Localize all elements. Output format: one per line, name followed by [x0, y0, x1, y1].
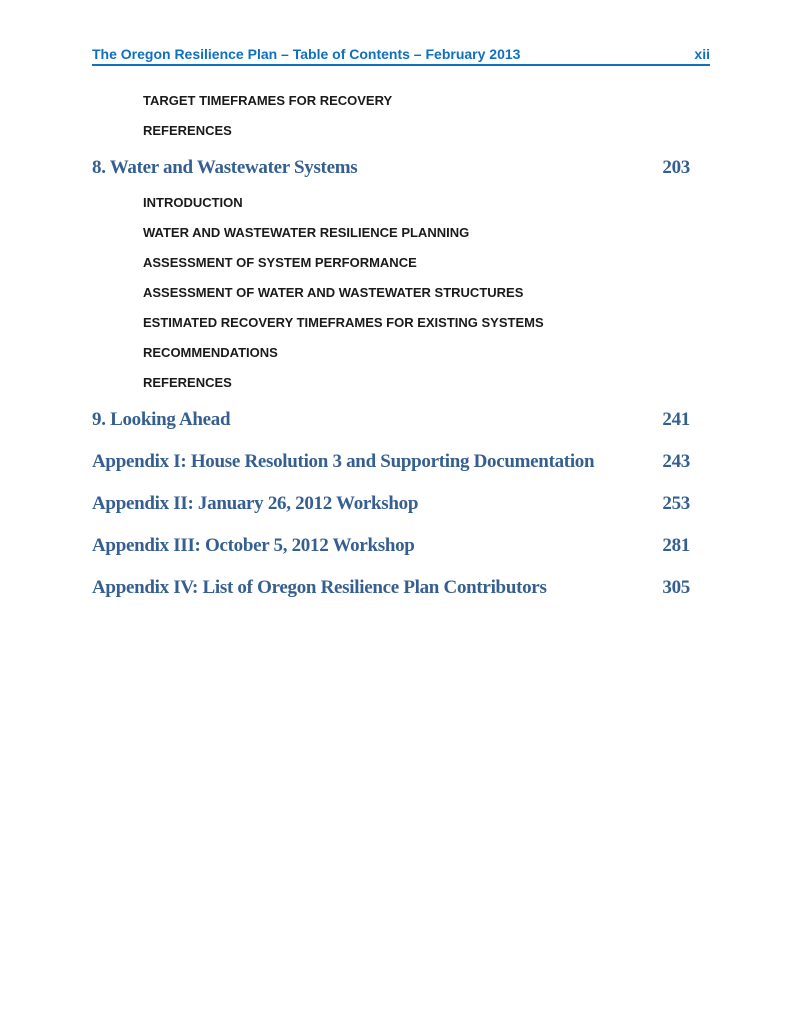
toc-appendix-row	[92, 532, 690, 559]
toc-appendix-page-number: 253	[662, 493, 690, 514]
toc-subsection: TARGET TIMEFRAMES FOR RECOVERY	[143, 93, 393, 108]
toc-chapter-page-number: 241	[662, 409, 690, 430]
toc-subsection: ASSESSMENT OF SYSTEM PERFORMANCE	[143, 255, 417, 270]
toc-subsection: REFERENCES	[143, 375, 232, 390]
toc-chapter-row	[92, 154, 690, 181]
toc-appendix-row	[92, 574, 690, 601]
header-page-number: xii	[694, 46, 710, 62]
toc-subsection: RECOMMENDATIONS	[143, 345, 278, 360]
toc-appendix-row	[92, 448, 690, 475]
running-header	[92, 47, 710, 66]
toc-subsection: INTRODUCTION	[143, 195, 243, 210]
toc-appendix-page-number: 281	[662, 535, 690, 556]
toc-appendix-page-number: 243	[662, 451, 690, 472]
toc-appendix-row	[92, 490, 690, 517]
toc-appendix-title: Appendix III: October 5, 2012 Workshop	[92, 535, 415, 556]
toc-chapter-row	[92, 406, 690, 433]
toc-chapter-title: 9. Looking Ahead	[92, 409, 231, 430]
toc-subsection: REFERENCES	[143, 123, 232, 138]
toc-subsection: ESTIMATED RECOVERY TIMEFRAMES FOR EXISTING SYSTEMS	[143, 315, 544, 330]
toc-chapter-title: 8. Water and Wastewater Systems	[92, 157, 358, 178]
header-title: The Oregon Resilience Plan – Table of Contents – February 2013	[92, 46, 521, 62]
toc-appendix-page-number: 305	[662, 577, 690, 598]
toc-appendix-title: Appendix I: House Resolution 3 and Supporting Documentation	[92, 451, 595, 472]
toc-subsection: ASSESSMENT OF WATER AND WASTEWATER STRUCTURES	[143, 285, 524, 300]
toc-subsection: WATER AND WASTEWATER RESILIENCE PLANNING	[143, 225, 470, 240]
table-of-contents	[92, 94, 690, 616]
toc-appendix-title: Appendix II: January 26, 2012 Workshop	[92, 493, 419, 514]
toc-appendix-title: Appendix IV: List of Oregon Resilience Plan Contributors	[92, 577, 547, 598]
toc-chapter-page-number: 203	[662, 157, 690, 178]
